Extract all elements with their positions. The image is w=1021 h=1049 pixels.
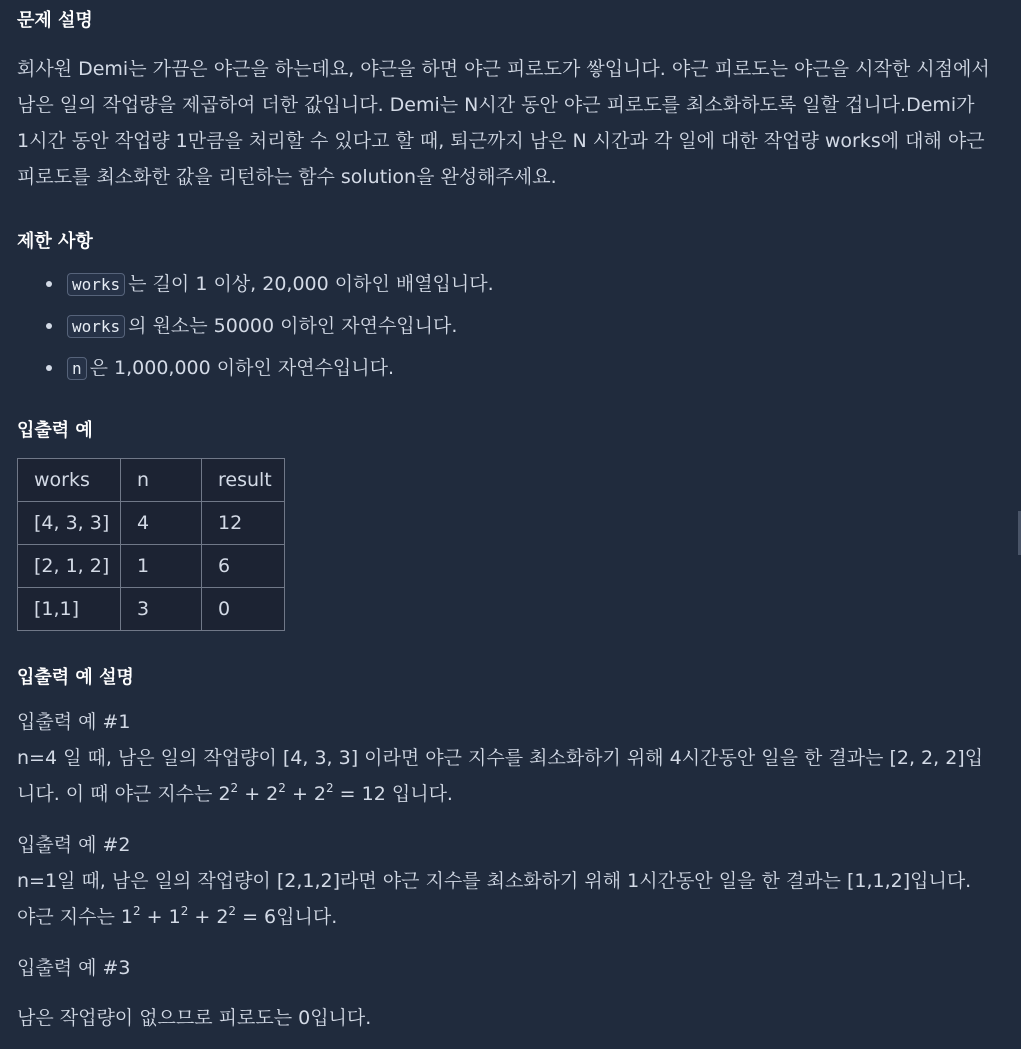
table-row [18, 545, 285, 588]
example-1-body: n=4 일 때, 남은 일의 작업량이 [4, 3, 3] 이라면 야근 지수를 최소화하기 위해 4시간동안 일을 한 결과는 [2, 2, 2]입니다. 이 때 야근 지수는 [17, 747, 984, 805]
base: 1 [168, 906, 181, 928]
table-cell: 0 [202, 588, 285, 631]
exponent: 2 [180, 903, 189, 918]
table-cell: 12 [202, 502, 285, 545]
example-2-tail: = 6입니다. [236, 906, 338, 928]
table-cell: 3 [121, 588, 202, 631]
table-row [18, 502, 285, 545]
base: 1 [120, 906, 133, 928]
example-2-text: n=1일 때, 남은 일의 작업량이 [2,1,2]라면 야근 지수를 최소화하기 위해 1시간동안 일을 한 결과는 [1,1,2]입니다. 야근 지수는 $1^2 + 1^2 + 2^2 = 6$입니다. [17, 870, 972, 928]
column-header: n [121, 459, 202, 502]
example-3-text: 남은 작업량이 없으므로 피로도는 0입니다. [17, 1007, 372, 1029]
table-header-row [18, 459, 285, 502]
exponent: 2 [278, 780, 286, 795]
limits-list [17, 266, 917, 392]
base: 2 [313, 783, 326, 805]
example-1-text: n=4 일 때, 남은 일의 작업량이 [4, 3, 3] 이라면 야근 지수를 최소화하기 위해 4시간동안 일을 한 결과는 [2, 2, 2]입니다. 이 때 야근 지수는 $2^2 + 2^2 + 2^2 = 12$ 입니다. [17, 747, 984, 805]
limit-item [17, 350, 917, 392]
table-cell: [4, 3, 3] [18, 502, 121, 545]
inline-code: works [67, 273, 125, 296]
base: 2 [266, 783, 279, 805]
example-2-body: n=1일 때, 남은 일의 작업량이 [2,1,2]라면 야근 지수를 최소화하기 위해 1시간동안 일을 한 결과는 [1,1,2]입니다. 야근 지수는 [17, 870, 972, 928]
base: 2 [216, 906, 229, 928]
table-cell: 4 [121, 502, 202, 545]
limits-heading: 제한 사항 [17, 231, 93, 252]
example-3-title: 입출력 예 #3 [17, 957, 131, 979]
limit-item [17, 266, 917, 308]
limit-item [17, 308, 917, 350]
example-2-title: 입출력 예 #2 [17, 834, 131, 856]
column-header: result [202, 459, 285, 502]
exponent: 2 [230, 780, 239, 795]
io-explain-heading: 입출력 예 설명 [17, 667, 134, 688]
base: 2 [218, 783, 231, 805]
example-1-tail: = 12 입니다. [333, 783, 453, 805]
exponent: 2 [228, 903, 237, 918]
limit-text: 의 원소는 50000 이하인 자연수입니다. [128, 315, 458, 337]
problem-heading: 문제 설명 [17, 10, 93, 31]
inline-code: works [67, 315, 125, 338]
problem-description: 회사원 Demi는 가끔은 야근을 하는데요, 야근을 하면 야근 피로도가 쌓입니다. 야근 피로도는 야근을 시작한 시점에서 남은 일의 작업량을 제곱하여 더한 값입니다. Demi는 N시간 동안 야근 피로도를 최소화하도록 일할 겁니다.Demi가 1시간 동안 작업량 1만큼을 처리할 수 있다고 할 때, 퇴근까지 남은 N 시간과 각 일에 대한 작업량 works에 대해 야근 피로도를 최소화한 값을 리턴하는 함수 solution을 완성해주세요. [17, 58, 990, 188]
io-heading: 입출력 예 [17, 420, 93, 441]
table-row [18, 588, 285, 631]
limit-text: 은 1,000,000 이하인 자연수입니다. [89, 357, 395, 379]
exponent: 2 [132, 903, 141, 918]
table-cell: 1 [121, 545, 202, 588]
exponent: 2 [326, 780, 334, 795]
table-cell: 6 [202, 545, 285, 588]
limit-text: 는 길이 1 이상, 20,000 이하인 배열입니다. [128, 273, 494, 295]
inline-code: n [67, 357, 87, 380]
column-header: works [18, 459, 121, 502]
table-cell: [2, 1, 2] [18, 545, 121, 588]
io-table [17, 458, 285, 631]
table-cell: [1,1] [18, 588, 121, 631]
example-1-title: 입출력 예 #1 [17, 711, 131, 733]
